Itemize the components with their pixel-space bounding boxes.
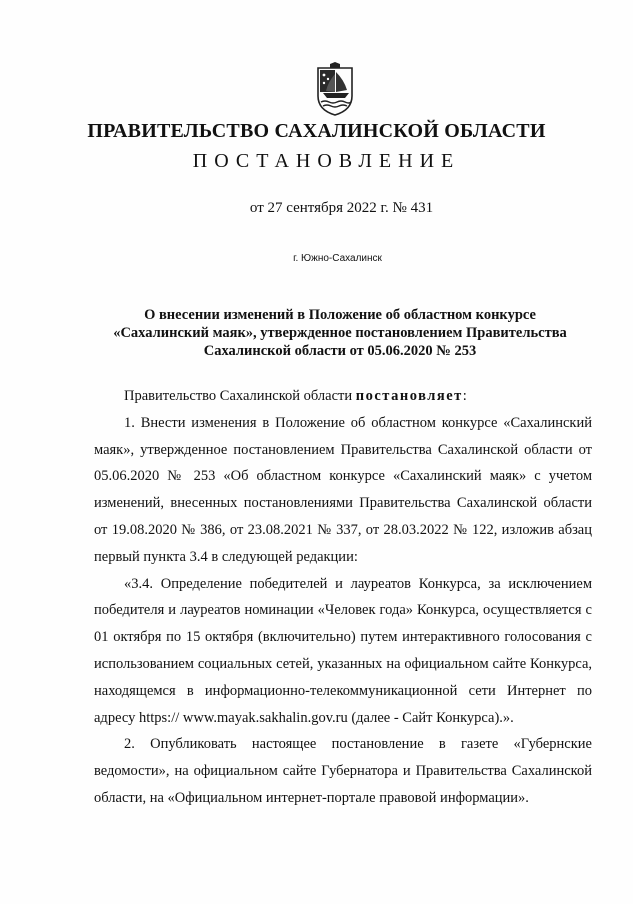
title-line: О внесении изменений в Положение об областном конкурсе <box>144 307 536 323</box>
preamble-keyword: постановляет <box>355 388 463 404</box>
title-line: Сахалинской области от 05.06.2020 № 253 <box>203 343 477 359</box>
item-1-paragraph: 1. Внести изменения в Положение об областном конкурсе «Сахалинский маяк», утвержденное постановлением Правительства Сахалинской области от 05.06.2020 № 253 «Об областном конкурсе «Сахалинский маяк» с учетом изменений, внесенных постановлениями Правительства Сахалинской области от 19.08.2020 № 386, от 23.08.2021 № 337, от 28.03.2022 № 122, изложив абзац первый пункта 3.4 в следующей редакции: <box>94 414 592 565</box>
document-title <box>100 306 580 360</box>
item-2-paragraph: 2. Опубликовать настоящее постановление в газете «Губернские ведомости», на официальном сайте Губернатора и Правительства Сахалинской области, на «Официальном интернет-портале правовой информации». <box>94 736 592 806</box>
sakhalin-coat-of-arms-icon <box>314 62 356 116</box>
item-1-quote-paragraph: «3.4. Определение победителей и лауреатов Конкурса, за исключением победителя и лауреатов номинации «Человек года» Конкурса, осуществляется с 01 октября по 15 октября (включительно) путем интерактивного голосования с использованием социальных сетей, указанных на официальном сайте Конкурса, находящемся в информационно-телекоммуникационной сети Интернет по адресу https:// www.mayak.sakhalin.gov.ru (далее - Сайт Конкурса).». <box>94 575 592 726</box>
document-body <box>94 383 592 812</box>
organization-name: ПРАВИТЕЛЬСТВО САХАЛИНСКОЙ ОБЛАСТИ <box>87 120 546 142</box>
document-date-number: от 27 сентября 2022 г. № 431 <box>249 200 434 216</box>
document-kind: ПОСТАНОВЛЕНИЕ <box>192 150 461 172</box>
title-line: «Сахалинский маяк», утвержденное постановлением Правительства <box>113 325 567 341</box>
preamble-colon: : <box>462 388 467 404</box>
preamble-paragraph <box>94 383 592 410</box>
preamble-text: Правительство Сахалинской области <box>124 388 356 404</box>
document-city: г. Южно-Сахалинск <box>293 253 382 264</box>
